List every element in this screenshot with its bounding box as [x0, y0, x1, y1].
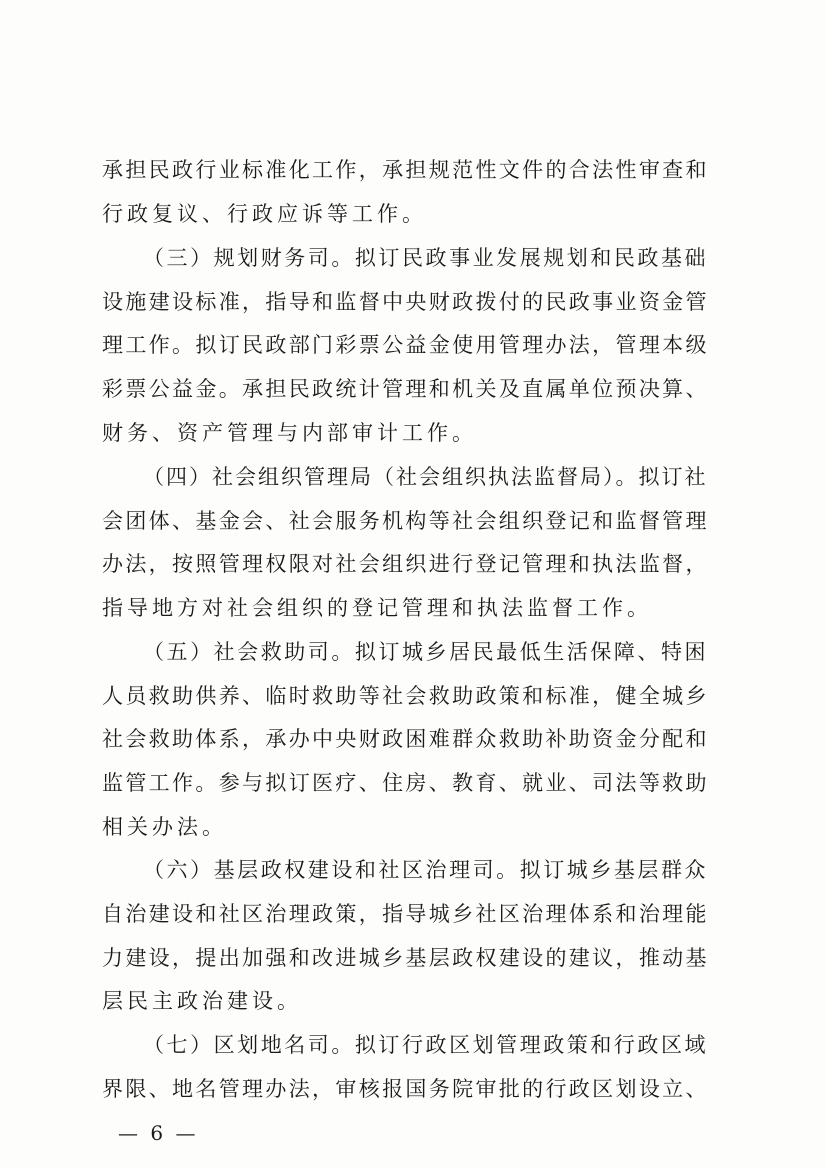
line-text: 财务、资产管理与内部审计工作。 — [102, 421, 477, 445]
text-line — [0, 416, 826, 450]
line-text: 层民主政治建设。 — [102, 989, 302, 1013]
line-text: 会团体、基金会、社会服务机构等社会组织登记和监督管理 — [102, 509, 708, 533]
text-line — [0, 897, 826, 931]
text-line — [0, 941, 826, 975]
line-text: 力建设，提出加强和改进城乡基层政权建设的建议，推动基 — [102, 946, 708, 970]
text-line — [0, 153, 826, 187]
text-line — [0, 504, 826, 538]
line-text: （三）规划财务司。拟订民政事业发展规划和民政基础 — [143, 246, 707, 270]
text-line — [0, 853, 826, 887]
text-line — [0, 197, 826, 231]
text-line — [0, 547, 826, 581]
text-line — [0, 635, 826, 669]
line-text: 界限、地名管理办法，审核报国务院审批的行政区划设立、 — [102, 1077, 708, 1101]
line-text: 相关办法。 — [102, 815, 227, 839]
text-line — [0, 679, 826, 713]
text-line — [0, 766, 826, 800]
line-text: 设施建设标准，指导和监督中央财政拨付的民政事业资金管 — [102, 290, 708, 314]
page-number: — 6 — — [118, 1121, 199, 1145]
line-text: 监管工作。参与拟订医疗、住房、教育、就业、司法等救助 — [102, 771, 708, 795]
text-line — [0, 810, 826, 844]
text-line — [0, 372, 826, 406]
line-text: （六）基层政权建设和社区治理司。拟订城乡基层群众 — [143, 858, 707, 882]
line-text: （五）社会救助司。拟订城乡居民最低生活保障、特困 — [143, 640, 707, 664]
text-line — [0, 328, 826, 362]
line-text: 行政复议、行政应诉等工作。 — [102, 202, 427, 226]
line-text: （四）社会组织管理局（社会组织执法监督局）。拟订社 — [143, 465, 707, 489]
text-line — [0, 984, 826, 1018]
line-text: 社会救助体系，承办中央财政困难群众救助补助资金分配和 — [102, 727, 708, 751]
text-line — [0, 460, 826, 494]
line-text: 理工作。拟订民政部门彩票公益金使用管理办法，管理本级 — [102, 333, 708, 357]
text-line — [0, 591, 826, 625]
line-text: 人员救助供养、临时救助等社会救助政策和标准，健全城乡 — [102, 684, 708, 708]
text-line — [0, 1072, 826, 1106]
line-text: 彩票公益金。承担民政统计管理和机关及直属单位预决算、 — [102, 377, 708, 401]
line-text: 办法，按照管理权限对社会组织进行登记管理和执法监督， — [102, 552, 708, 576]
line-text: （七）区划地名司。拟订行政区划管理政策和行政区域 — [143, 1033, 707, 1057]
text-line — [0, 241, 826, 275]
line-text: 指导地方对社会组织的登记管理和执法监督工作。 — [102, 596, 652, 620]
text-line — [0, 285, 826, 319]
line-text: 承担民政行业标准化工作，承担规范性文件的合法性审查和 — [102, 158, 708, 182]
text-line — [0, 1028, 826, 1062]
text-line — [0, 722, 826, 756]
line-text: 自治建设和社区治理政策，指导城乡社区治理体系和治理能 — [102, 902, 708, 926]
